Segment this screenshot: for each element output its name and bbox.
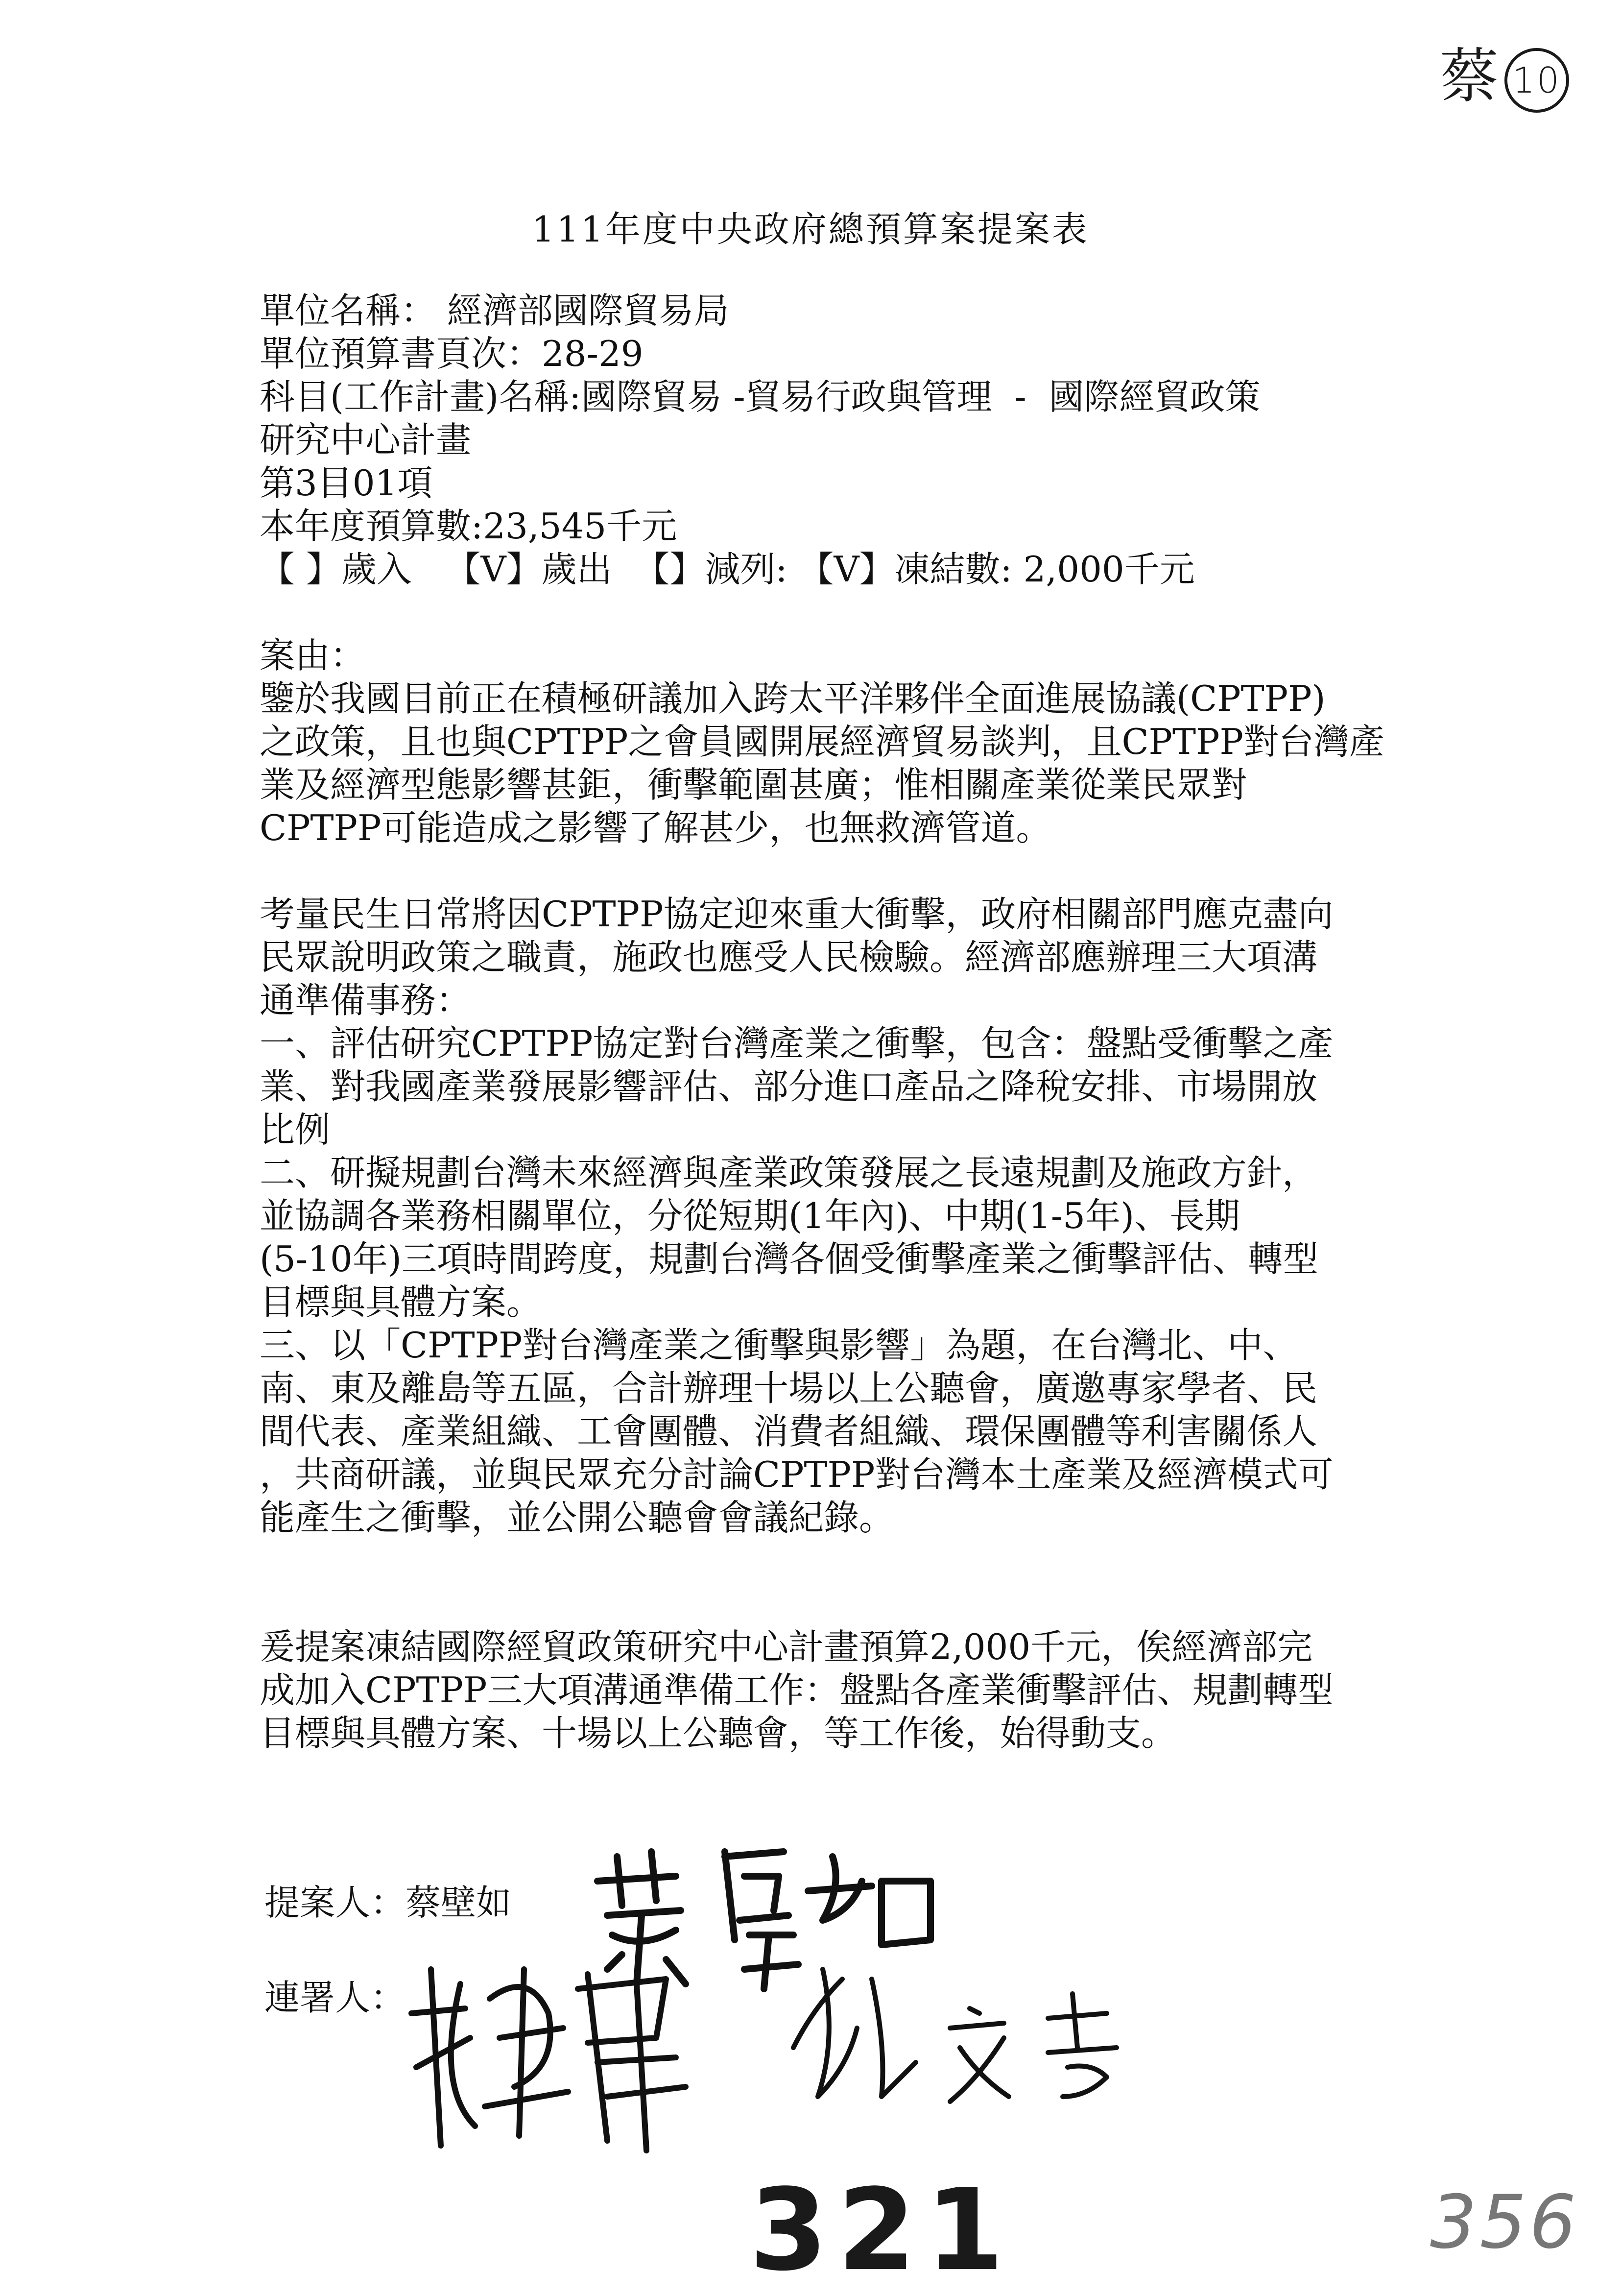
corner-mark-circled-number: 10 — [1504, 48, 1569, 113]
paragraph2-line: 通準備事務： — [260, 980, 472, 1021]
paragraph1-line: 鑒於我國目前正在積極研議加入跨太平洋夥伴全面進展協議(CPTPP) — [260, 678, 1326, 719]
cosigner-label: 連署人： — [264, 1977, 406, 2018]
document-body — [260, 289, 1445, 1755]
paragraph2-line: 能產生之衝擊，並公開公聽會會議紀錄。 — [260, 1497, 895, 1538]
header-subject-line2: 研究中心計畫 — [260, 419, 472, 460]
proposer-label: 提案人： — [264, 1882, 406, 1923]
header-unit-name: 單位名稱： 經濟部國際貿易局 — [260, 290, 729, 331]
header-subject-line1: 科目(工作計畫)名稱:國際貿易 -貿易行政與管理 - 國際經貿政策 — [260, 376, 1261, 417]
proposer-line — [264, 1881, 511, 1924]
side-number: 356 — [1430, 2180, 1579, 2265]
paragraph2-line: 南、東及離島等五區，合計辦理十場以上公聽會，廣邀專家學者、民 — [260, 1368, 1318, 1409]
cosigner-signature-1 — [402, 1940, 705, 2175]
proposer-name: 蔡壁如 — [405, 1882, 512, 1923]
paragraph2-line: 三、以「CPTPP對台灣產業之衝擊與影響」為題，在台灣北、中、 — [260, 1325, 1298, 1366]
paragraph2-line: 考量民生日常將因CPTPP協定迎來重大衝擊，政府相關部門應克盡向 — [260, 894, 1334, 935]
paragraph2-line: 二、研擬規劃台灣未來經濟與產業政策發展之長遠規劃及施政方針， — [260, 1152, 1318, 1193]
header-item-number: 第3目01項 — [260, 462, 433, 504]
paragraph1-line: CPTPP可能造成之影響了解甚少，也無救濟管道。 — [260, 807, 1051, 848]
corner-handwritten-mark — [1440, 29, 1569, 114]
paragraph2-line: (5-10年)三項時間跨度，規劃台灣各個受衝擊產業之衝擊評估、轉型 — [260, 1238, 1318, 1280]
paragraph3-line: 爰提案凍結國際經貿政策研究中心計畫預算2,000千元，俟經濟部完 — [260, 1626, 1313, 1668]
reason-label: 案由： — [260, 635, 366, 676]
paragraph1-line: 業及經濟型態影響甚鉅，衝擊範圍甚廣；惟相關產業從業民眾對 — [260, 764, 1247, 805]
paragraph2-line: 並協調各業務相關單位，分從短期(1年內)、中期(1-5年)、長期 — [260, 1195, 1240, 1236]
paragraph3-line: 目標與具體方案、十場以上公聽會，等工作後，始得動支。 — [260, 1713, 1177, 1754]
corner-mark-char: 蔡 — [1440, 43, 1501, 111]
paragraph2-line: 民眾說明政策之職責，施政也應受人民檢驗。經濟部應辦理三大項溝 — [260, 937, 1318, 978]
paragraph2-line: 業、對我國產業發展影響評估、部分進口產品之降稅安排、市場開放 — [260, 1066, 1318, 1107]
page-number: 321 — [749, 2165, 1014, 2296]
paragraph1-line: 之政策，且也與CPTPP之會員國開展經濟貿易談判，且CPTPP對台灣產 — [260, 721, 1384, 762]
header-budget-amount: 本年度預算數:23,545千元 — [260, 506, 677, 547]
paragraph2-line: 目標與具體方案。 — [260, 1281, 542, 1323]
paragraph2-line: ，共商研議，並與民眾充分討論CPTPP對台灣本土產業及經濟模式可 — [260, 1454, 1334, 1495]
paragraph3-line: 成加入CPTPP三大項溝通準備工作：盤點各產業衝擊評估、規劃轉型 — [260, 1669, 1334, 1711]
document-title: 111年度中央政府總預算案提案表 — [532, 209, 1089, 250]
paragraph2-line: 一、評估研究CPTPP協定對台灣產業之衝擊，包含：盤點受衝擊之產 — [260, 1023, 1334, 1064]
header-budget-type: 【 】歲入 【V】歲出 【】減列: 【V】凍結數: 2,000千元 — [260, 549, 1195, 590]
cosigner-signature-2 — [774, 1950, 1146, 2111]
paragraph2-line: 比例 — [260, 1109, 331, 1150]
header-budget-pages: 單位預算書頁次：28-29 — [260, 333, 644, 374]
paragraph2-line: 間代表、產業組織、工會團體、消費者組織、環保團體等利害關係人 — [260, 1411, 1318, 1452]
